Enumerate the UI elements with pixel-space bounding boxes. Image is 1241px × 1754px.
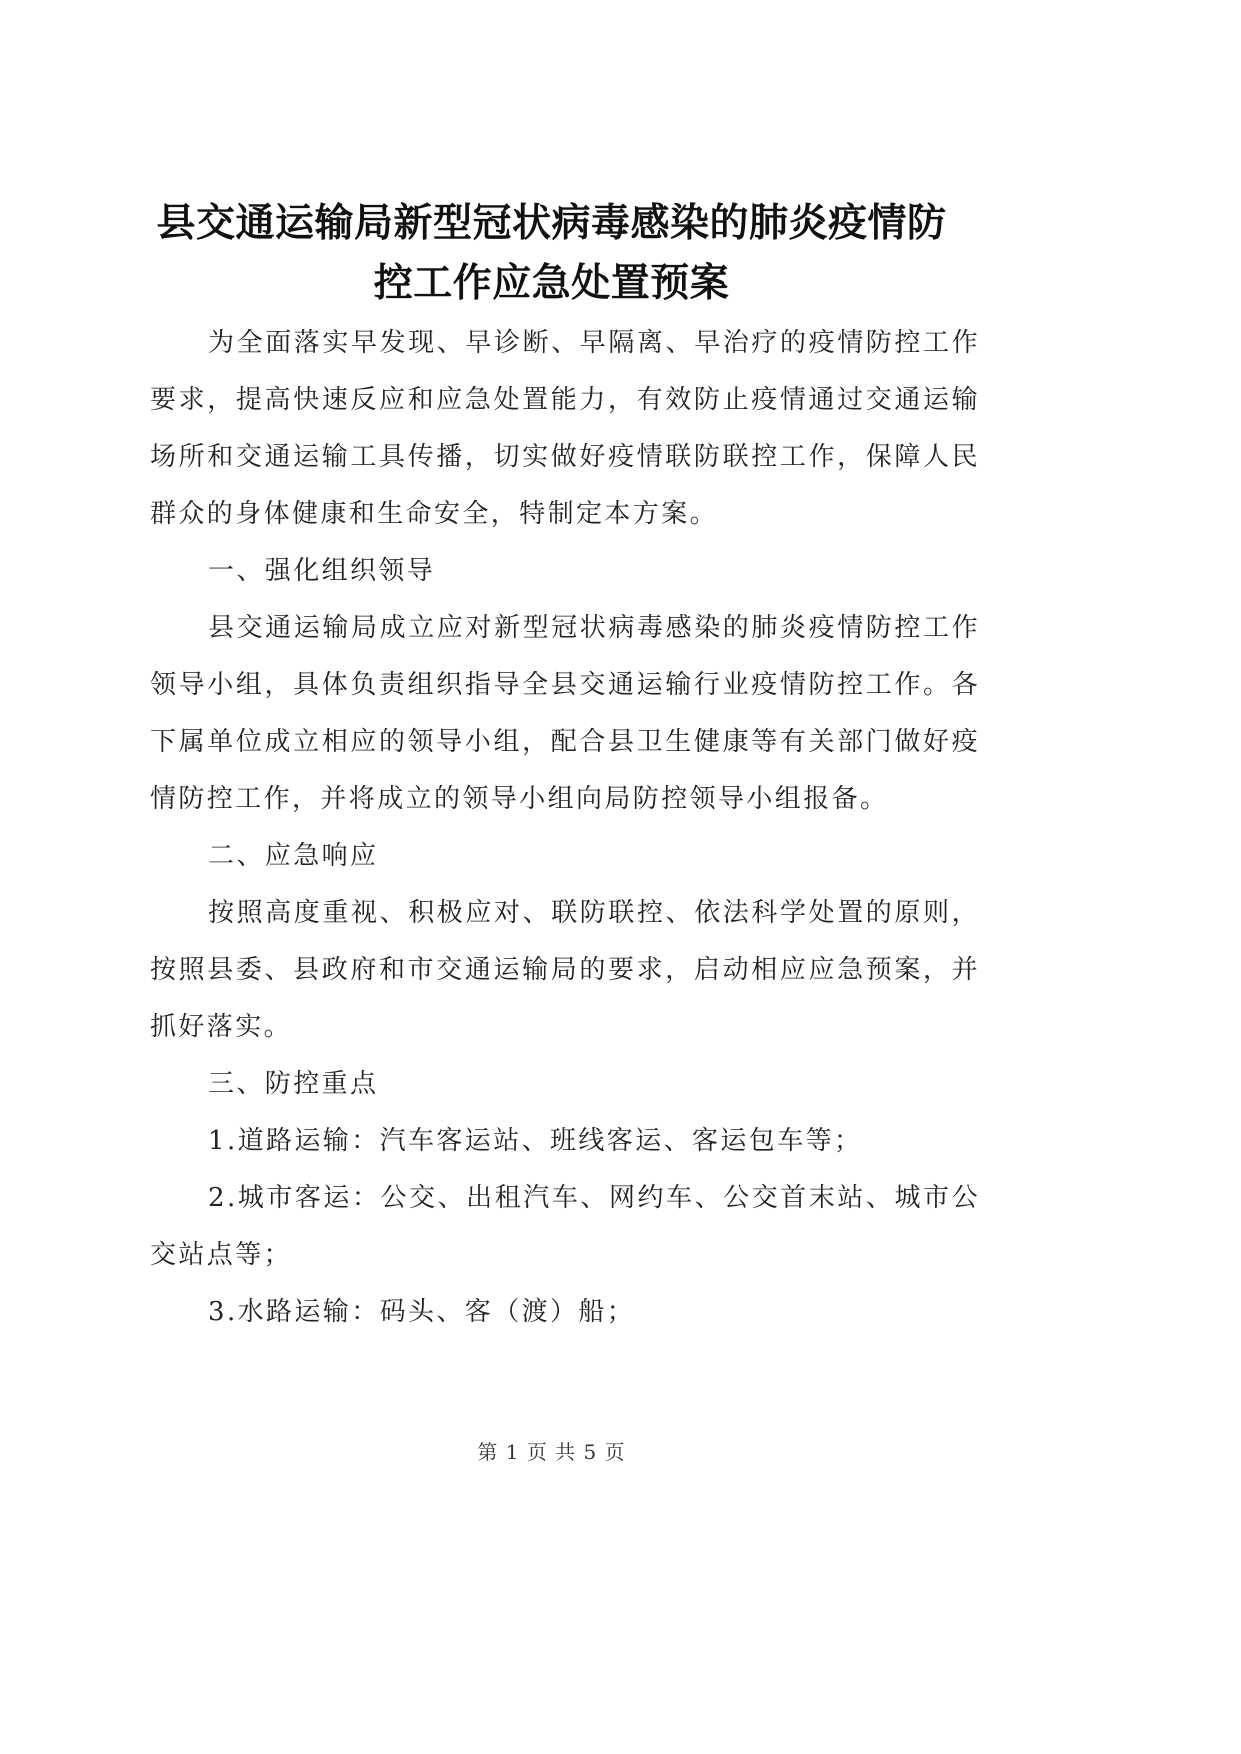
- list-item-urban-transit: 2.城市客运：公交、出租汽车、网约车、公交首末站、城市公交站点等；: [150, 1183, 980, 1270]
- list-item-road-transport: 1.道路运输：汽车客运站、班线客运、客运包车等；: [208, 1126, 863, 1156]
- paragraph-intro: 为全面落实早发现、早诊断、早隔离、早治疗的疫情防控工作要求，提高快速反应和应急处置能力，有效防止疫情通过交通运输场所和交通运输工具传播，切实做好疫情联防联控工作，保障人民群众的身体健康和生命安全，特制定本方案。: [150, 328, 980, 529]
- section-heading-3: 三、防控重点: [208, 1069, 379, 1099]
- paragraph-emergency-response: 按照高度重视、积极应对、联防联控、依法科学处置的原则，按照县委、县政府和市交通运输局的要求，启动相应应急预案，并抓好落实。: [150, 898, 980, 1042]
- section-heading-1: 一、强化组织领导: [208, 556, 436, 586]
- document-body: [150, 315, 980, 1341]
- paragraph-organization: 县交通运输局成立应对新型冠状病毒感染的肺炎疫情防控工作领导小组，具体负责组织指导全县交通运输行业疫情防控工作。各下属单位成立相应的领导小组，配合县卫生健康等有关部门做好疫情防控工作，并将成立的领导小组向局防控领导小组报备。: [150, 613, 980, 814]
- list-item-water-transport: 3.水路运输：码头、客（渡）船；: [208, 1297, 636, 1327]
- document-title: [130, 194, 973, 314]
- page-number-footer: 第 1 页 共 5 页: [477, 1440, 626, 1464]
- title-line-2: 控工作应急处置预案: [373, 261, 730, 306]
- title-line-1: 县交通运输局新型冠状病毒感染的肺炎疫情防: [156, 201, 947, 246]
- section-heading-2: 二、应急响应: [208, 841, 379, 871]
